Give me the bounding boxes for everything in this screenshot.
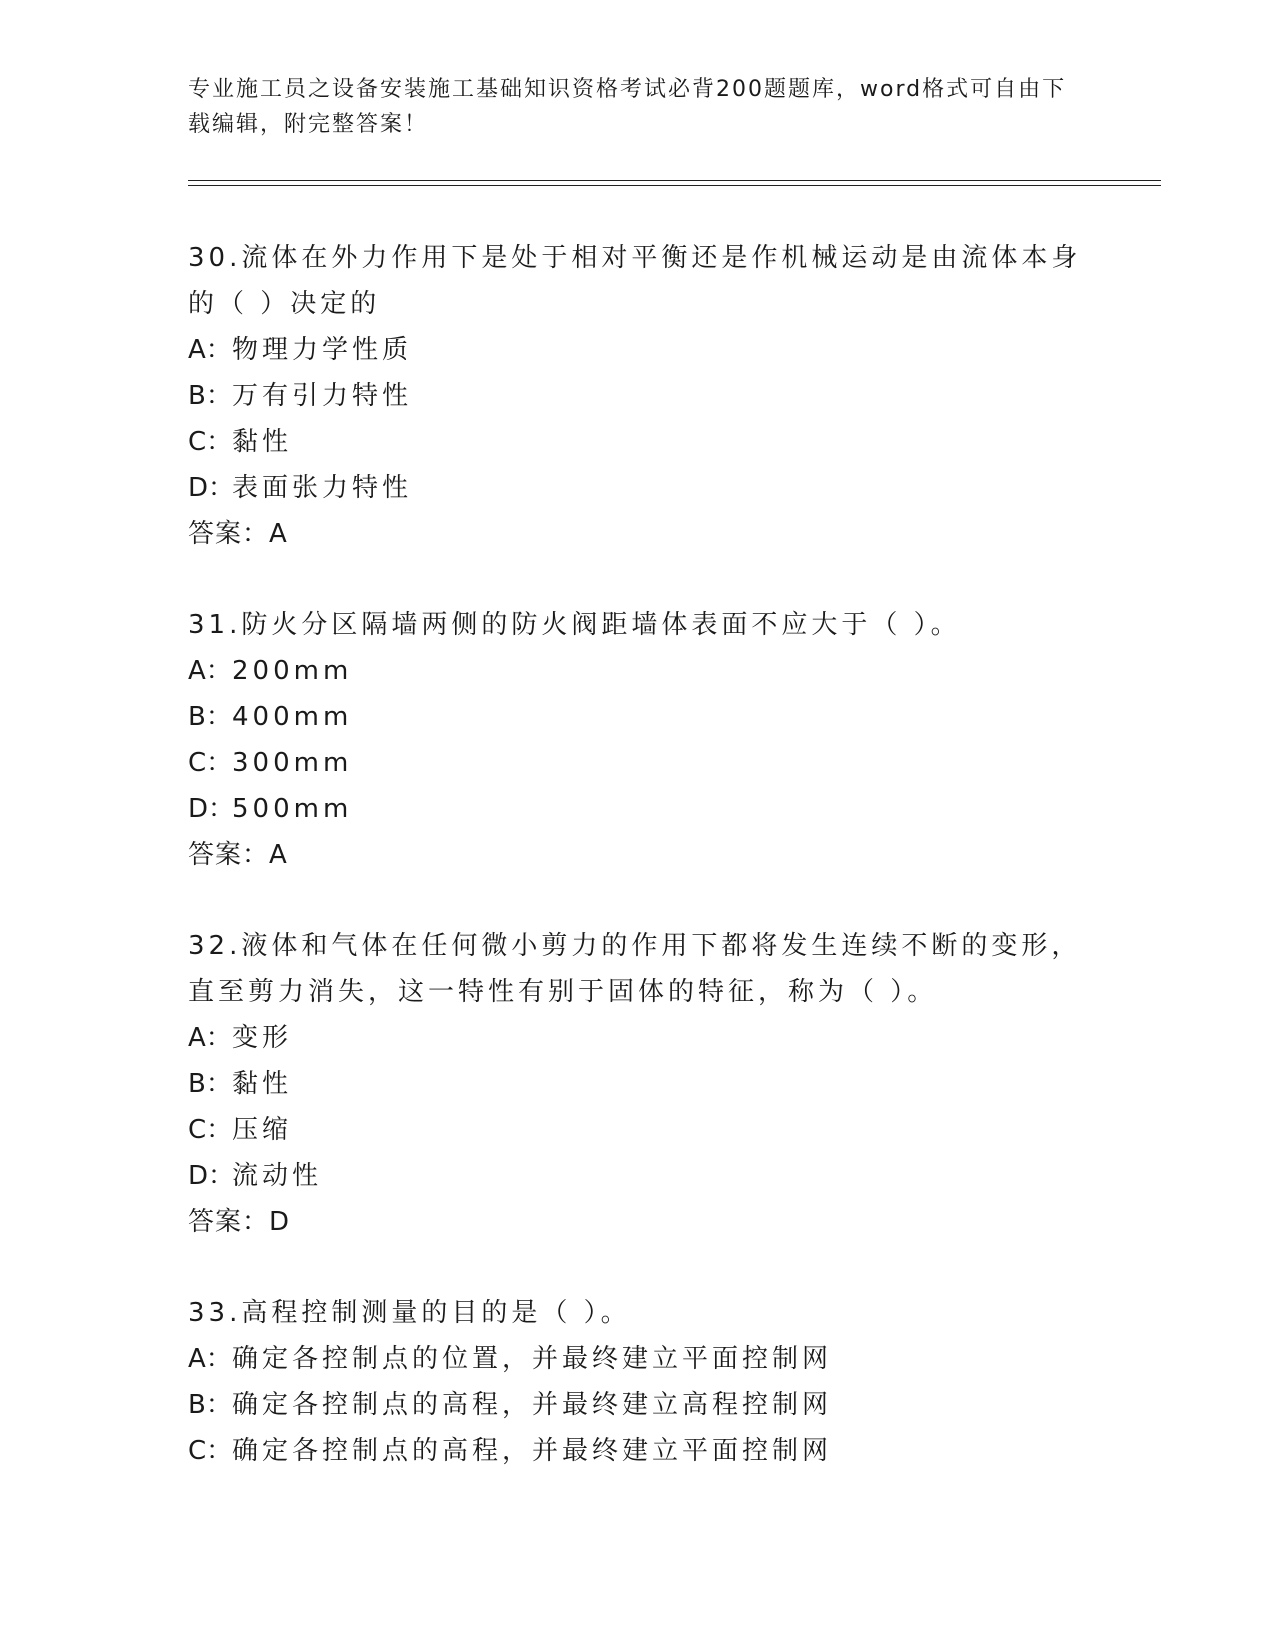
option-text: 万有引力特性 [232,381,413,411]
question-text: 33.高程控制测量的目的是（ ）。 [188,1298,631,1328]
option-letter: B： [188,702,232,732]
option-letter: C： [188,1115,233,1145]
option-letter: B： [188,1069,232,1099]
option-a [188,1336,1088,1382]
option-b [188,1061,1088,1107]
option-letter: C： [188,427,233,457]
option-letter: A： [188,656,232,686]
question-32 [188,923,1088,1245]
option-b [188,694,1088,740]
option-c [188,419,1088,465]
option-a [188,648,1088,694]
option-a [188,1015,1088,1061]
option-letter: C： [188,1436,233,1466]
answer-label: 答案：A [188,840,288,870]
option-text: 变形 [232,1023,293,1053]
option-b [188,373,1088,419]
option-text: 200mm [232,656,353,686]
question-31 [188,602,1088,878]
question-text: 32.液体和气体在任何微小剪力的作用下都将发生连续不断的变形，直至剪力消失，这一特性有别于固体的特征，称为（ ）。 [188,931,1082,1007]
answer-label: 答案：D [188,1207,291,1237]
option-text: 确定各控制点的位置，并最终建立平面控制网 [232,1344,833,1374]
option-d [188,786,1088,832]
option-d [188,465,1088,511]
question-30 [188,235,1088,557]
option-letter: A： [188,335,232,365]
option-letter: C： [188,748,233,778]
option-letter: B： [188,1390,232,1420]
option-text: 物理力学性质 [232,335,413,365]
answer-label: 答案：A [188,519,288,549]
question-text: 31.防火分区隔墙两侧的防火阀距墙体表面不应大于（ ）。 [188,610,961,640]
option-c [188,1428,1088,1474]
option-text: 黏性 [232,1069,293,1099]
option-text: 流动性 [232,1161,323,1191]
option-text: 500mm [232,794,353,824]
question-text: 30.流体在外力作用下是处于相对平衡还是作机械运动是由流体本身的（ ）决定的 [188,243,1082,319]
option-b [188,1382,1088,1428]
document-header: 专业施工员之设备安装施工基础知识资格考试必背200题题库，word格式可自由下载编辑，附完整答案！ [188,77,1067,137]
option-letter: D： [188,794,235,824]
option-text: 确定各控制点的高程，并最终建立高程控制网 [232,1390,833,1420]
header-divider-top [188,180,1161,181]
option-text: 黏性 [232,427,293,457]
option-letter: D： [188,473,235,503]
option-a [188,327,1088,373]
option-letter: B： [188,381,232,411]
question-33 [188,1290,1088,1474]
option-text: 表面张力特性 [232,473,413,503]
option-c [188,740,1088,786]
question-list [188,235,1088,1519]
option-letter: A： [188,1023,232,1053]
option-text: 400mm [232,702,353,732]
option-d [188,1153,1088,1199]
header-divider-bottom [188,185,1161,186]
option-letter: A： [188,1344,232,1374]
option-text: 300mm [232,748,353,778]
option-c [188,1107,1088,1153]
option-text: 确定各控制点的高程，并最终建立平面控制网 [232,1436,833,1466]
option-text: 压缩 [232,1115,293,1145]
option-letter: D： [188,1161,235,1191]
